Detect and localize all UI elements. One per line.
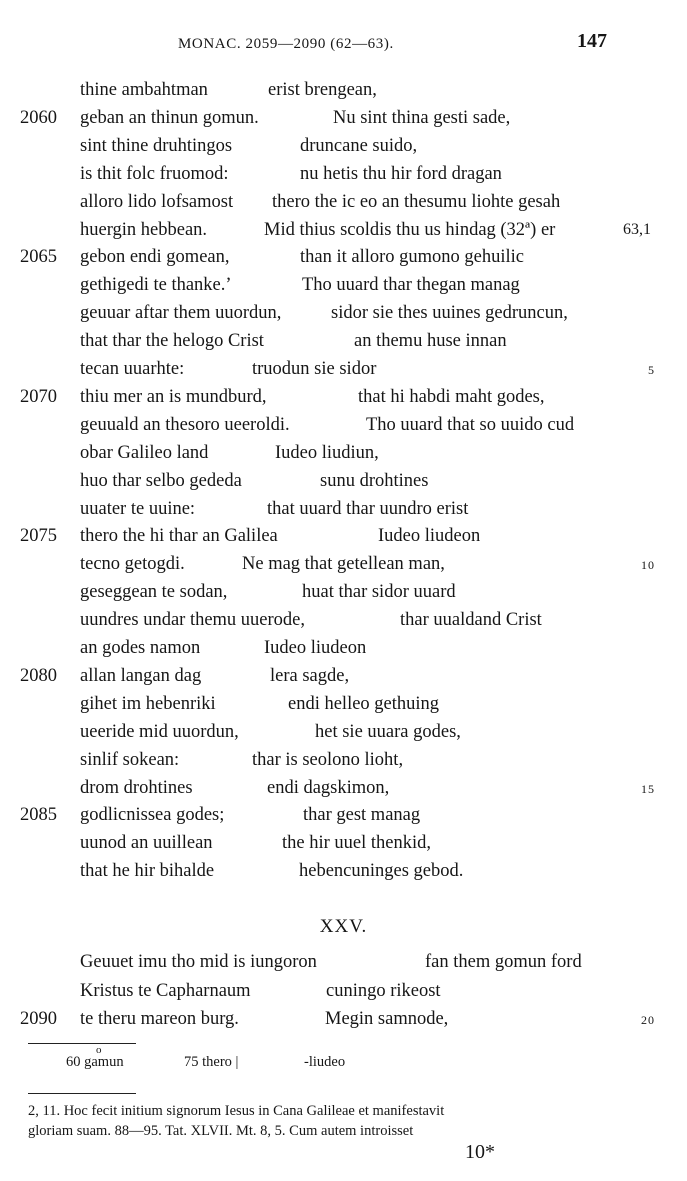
a-verse: te theru mareon burg. [80,1009,239,1030]
line-number: 2065 [20,247,57,268]
a-verse: huergin hebbean. [80,219,208,240]
a-verse: thiu mer an is mundburd, [80,386,267,407]
b-verse: that hi habdi maht godes, [358,386,545,407]
b-verse: Iudeo liudiun, [275,442,379,463]
footnote-rule [28,1093,136,1094]
b-verse: an themu huse innan [354,331,507,352]
margin-line-count: 10 [641,558,655,573]
a-verse: geuuar aftar them uuordun, [80,303,282,324]
margin-line-count: 20 [641,1013,655,1028]
b-verse: Megin samnode, [325,1009,449,1030]
a-verse: godlicnissea godes; [80,805,225,826]
variant-60-superscript: o [96,1044,102,1056]
verse-line [0,522,687,550]
verse-line [0,271,687,299]
a-verse: alloro lido lofsamost [80,191,234,212]
verse-line [0,327,687,355]
verse-line [0,578,687,606]
a-verse: that thar the helogo Crist [80,331,264,352]
a-verse: ueeride mid uuordun, [80,721,239,742]
verse-line [0,948,687,976]
variant-60 [66,1054,124,1071]
verse-line [0,801,687,829]
variants-rule [28,1043,136,1044]
a-verse: that he hir bihalde [80,861,215,882]
a-verse: obar Galileo land [80,442,209,463]
a-verse: thine ambahtman [80,80,208,100]
footnote-line-1: 2, 11. Hoc fecit initium signorum Iesus in Cana Galileae et manifestavit [28,1103,445,1119]
verse-line [0,829,687,857]
verse-line [0,104,687,132]
a-verse: geseggean te sodan, [80,582,228,603]
a-verse: uuater te uuine: [80,498,196,519]
a-verse: gebon endi gomean, [80,247,230,268]
a-verse: tecan uuarhte: [80,359,185,379]
b-verse: than it alloro gumono gehuilic [300,247,525,268]
verse-line [0,857,687,885]
b-verse: fan them gomun ford [425,952,582,972]
b-verse: endi helleo gethuing [288,693,440,714]
b-verse: Tho uuard thar thegan manag [302,275,520,296]
manuscript-reference: 63,1 [623,220,651,238]
page-header [0,30,687,60]
verse-line [0,718,687,746]
variant-liudeo: -liudeo [304,1054,346,1070]
margin-line-count: 15 [641,781,655,796]
b-verse: Iudeo liudeon [264,638,367,658]
a-verse: an godes namon [80,638,201,658]
b-verse: thar is seolono lioht, [252,749,404,770]
a-verse: thero the hi thar an Galilea [80,526,278,547]
a-verse: Kristus te Capharnaum [80,980,251,1001]
b-verse: lera sagde, [270,665,350,686]
verse-line [0,355,687,383]
verse-line [0,243,687,271]
b-verse: endi dagskimon, [267,777,390,798]
verse-line [0,634,687,662]
b-verse: sidor sie thes uuines gedruncun, [331,303,568,324]
verse-line [0,132,687,160]
verse-line [0,160,687,188]
variant-readings [0,1044,687,1078]
page-number: 147 [577,30,607,52]
verse-line [0,188,687,216]
a-verse: huo thar selbo gededa [80,470,242,491]
b-verse: thar gest manag [303,805,421,826]
b-verse: Mid thius scoldis thu us hindag (32ª) er [264,219,556,240]
b-verse: the hir uuel thenkid, [282,833,431,854]
verse-line [0,746,687,774]
verse-line [0,690,687,718]
b-verse: cuningo rikeost [326,980,441,1001]
a-verse: geban an thinun gomun. [80,107,259,128]
a-verse: is thit folc fruomod: [80,163,229,184]
margin-line-count: 5 [648,363,655,377]
line-number: 2075 [20,526,57,547]
a-verse: gethigedi te thanke.’ [80,275,232,296]
a-verse: uundres undar themu uuerode, [80,610,306,631]
verse-line [0,977,687,1005]
a-verse: Geuuet imu tho mid is iungoron [80,952,317,972]
a-verse: tecno getogdi. [80,554,185,575]
verse-line [0,467,687,495]
line-number: 2080 [20,665,57,686]
a-verse: sinlif sokean: [80,749,180,770]
verse-line [0,299,687,327]
verse-line [0,1005,687,1033]
b-verse: Tho uuard that so uuido cud [366,414,575,435]
verse-line [0,216,687,244]
verse-line [0,495,687,523]
a-verse: gihet im hebenriki [80,693,216,714]
b-verse: huat thar sidor uuard [302,582,456,603]
b-verse: sunu drohtines [320,470,429,491]
b-verse: truodun sie sidor [252,359,377,379]
b-verse: Nu sint thina gesti sade, [333,107,511,128]
line-number: 2070 [20,386,57,407]
b-verse: thar uualdand Crist [400,610,542,631]
b-verse: thero the ic eo an thesumu liohte gesah [272,191,561,212]
verse-line [0,606,687,634]
footnote-line-2: gloriam suam. 88—95. Tat. XLVII. Mt. 8, 5. Cum autem introisset [28,1123,414,1139]
variant-60-text: 60 gamun [66,1054,124,1070]
b-verse: druncane suido, [300,135,418,156]
b-verse: erist brengean, [268,80,377,100]
line-number: 2060 [20,107,57,128]
variant-75: 75 thero | [184,1054,239,1070]
a-verse: geuuald an thesoro ueeroldi. [80,414,290,435]
verse-line [0,550,687,578]
verse-line [0,76,687,104]
b-verse: Iudeo liudeon [378,526,481,547]
b-verse: that uuard thar uundro erist [267,498,469,519]
b-verse: het sie uuara godes, [315,721,461,742]
running-head: MONAC. 2059—2090 (62—63). [178,36,394,52]
a-verse: allan langan dag [80,665,202,686]
b-verse: nu hetis thu hir ford dragan [300,163,502,184]
a-verse: uunod an uuillean [80,833,213,854]
verse-line [0,439,687,467]
verse-line [0,383,687,411]
section-heading: XXV. [319,916,368,937]
verse-line [0,411,687,439]
signature-mark: 10* [465,1141,495,1163]
a-verse: sint thine druhtingos [80,135,233,156]
line-number: 2085 [20,805,57,826]
b-verse: hebencuninges gebod. [299,861,464,882]
a-verse: drom drohtines [80,777,193,798]
verse-line [0,774,687,802]
verse-line [0,662,687,690]
line-number: 2090 [20,1009,57,1030]
b-verse: Ne mag that getellean man, [242,554,445,575]
